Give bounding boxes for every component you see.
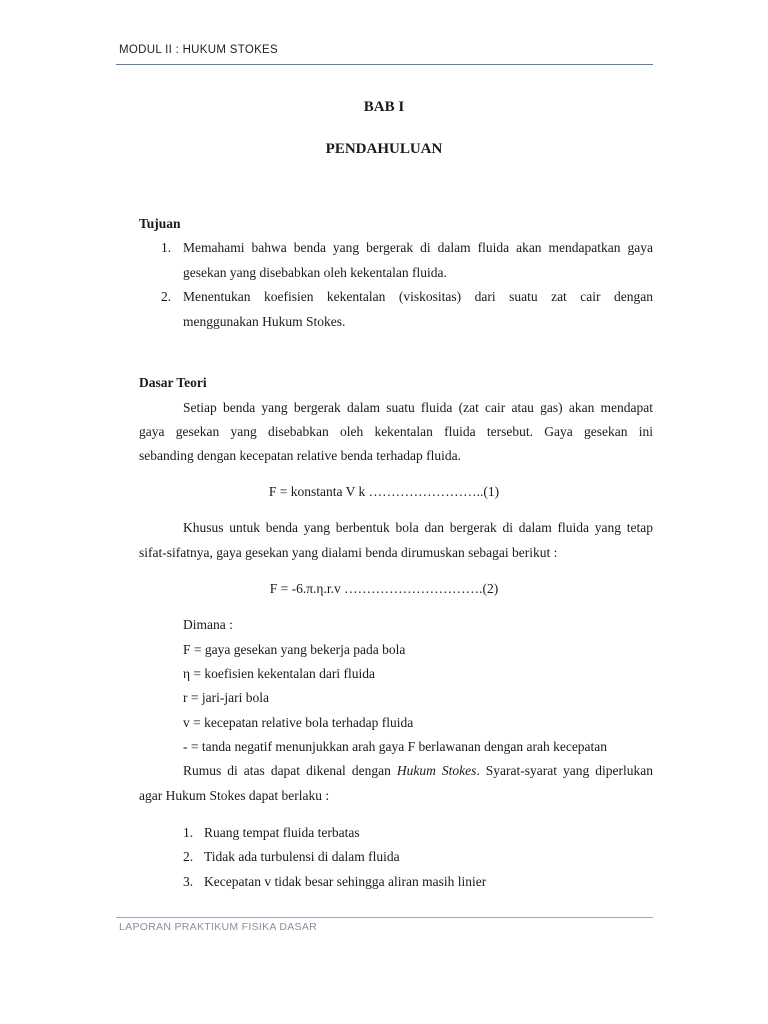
page-header: MODUL II : HUKUM STOKES [119, 44, 278, 56]
paragraph-1-line-1: Setiap benda yang bergerak dalam suatu fluida (zat cair atau gas) akan mendapat [183, 400, 653, 415]
definition-item: F = gaya gesekan yang bekerja pada bola [183, 642, 406, 657]
formula-2: F = -6.π.η.r.v ………………………….(2) [269, 581, 499, 596]
condition-item: Tidak ada turbulensi di dalam fluida [204, 849, 400, 864]
condition-number: 1. [183, 825, 194, 840]
paragraph-3-line-1 [183, 763, 653, 779]
tujuan-item-2-line-2: menggunakan Hukum Stokes. [183, 314, 346, 329]
footer-divider [116, 917, 653, 918]
dimana-label: Dimana : [183, 617, 233, 632]
tujuan-item-1-line-2: gesekan yang disebabkan oleh kekentalan fluida. [183, 265, 447, 280]
tujuan-item-number: 2. [161, 289, 172, 304]
tujuan-item-1-line-1: Memahami bahwa benda yang bergerak di dalam fluida akan mendapatkan gaya [183, 240, 653, 255]
definition-item: η = koefisien kekentalan dari fluida [183, 666, 375, 681]
paragraph-3-text: . Syarat-syarat yang diperlukan [476, 763, 653, 778]
condition-item: Kecepatan v tidak besar sehingga aliran masih linier [204, 874, 487, 889]
tujuan-item-2-line-1: Menentukan koefisien kekentalan (viskositas) dari suatu zat cair dengan [183, 289, 653, 304]
page-footer: LAPORAN PRAKTIKUM FISIKA DASAR [119, 921, 318, 933]
paragraph-2-line-1: Khusus untuk benda yang berbentuk bola dan bergerak di dalam fluida yang tetap [183, 520, 653, 535]
paragraph-1-line-3: sebanding dengan kecepatan relative benda terhadap fluida. [139, 448, 461, 463]
condition-number: 2. [183, 849, 194, 864]
paragraph-3-line-2: agar Hukum Stokes dapat berlaku : [139, 788, 330, 803]
definition-item: r = jari-jari bola [183, 690, 269, 705]
header-divider [116, 64, 653, 65]
hukum-stokes-emphasis: Hukum Stokes [396, 763, 477, 778]
chapter-title: PENDAHULUAN [325, 141, 443, 157]
section-heading-tujuan: Tujuan [139, 216, 181, 231]
definition-item: v = kecepatan relative bola terhadap fluida [183, 715, 414, 730]
formula-1: F = konstanta V k ……………………..(1) [268, 484, 500, 499]
condition-number: 3. [183, 874, 194, 889]
section-heading-dasar-teori: Dasar Teori [139, 375, 207, 390]
paragraph-1-line-2: gaya gesekan yang disebabkan oleh kekentalan fluida tersebut. Gaya gesekan ini [139, 424, 653, 439]
paragraph-2-line-2: sifat-sifatnya, gaya gesekan yang dialami benda dirumuskan sebagai berikut : [139, 545, 558, 560]
chapter-number: BAB I [363, 99, 405, 115]
tujuan-item-number: 1. [161, 240, 172, 255]
definition-item: - = tanda negatif menunjukkan arah gaya F berlawanan dengan arah kecepatan [183, 739, 608, 754]
condition-item: Ruang tempat fluida terbatas [204, 825, 360, 840]
paragraph-3-text: Rumus di atas dapat dikenal dengan [183, 763, 397, 778]
